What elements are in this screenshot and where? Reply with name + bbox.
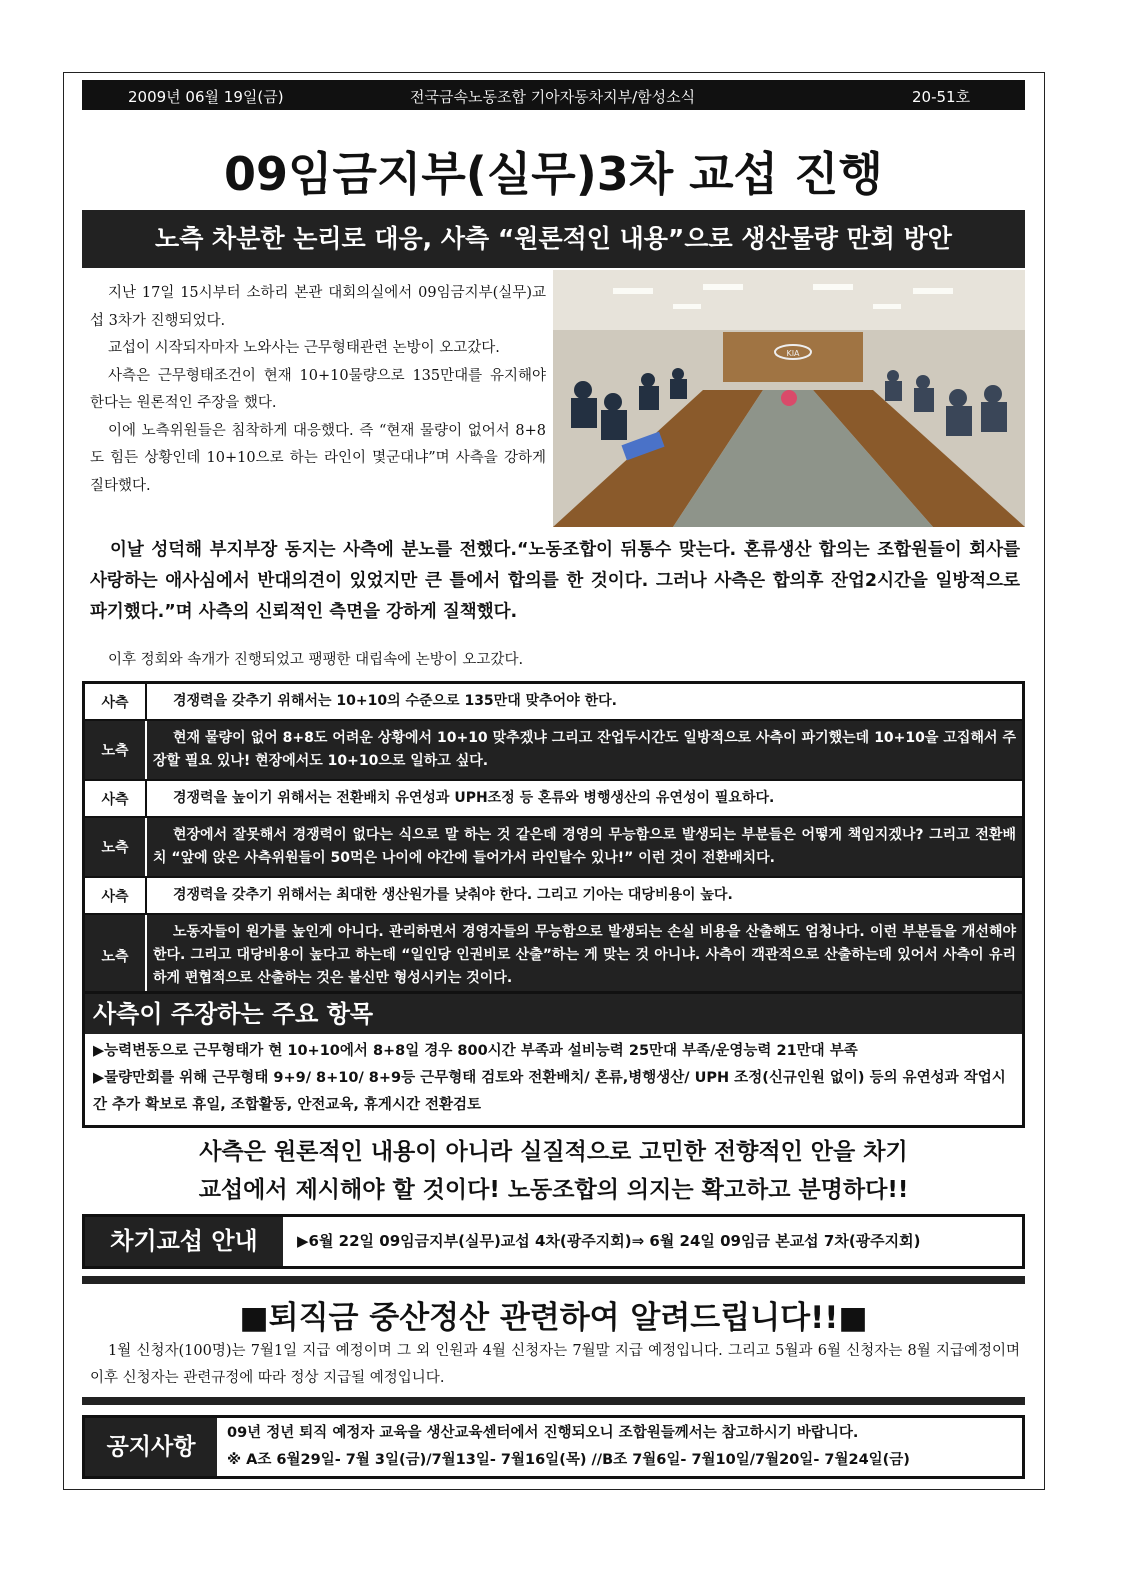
debate-side: 노측 <box>85 915 147 996</box>
masthead <box>82 80 1025 110</box>
claim-item: ▶능력변동으로 근무형태가 현 10+10에서 8+8일 경우 800시간 부족과 설비능력 25만대 부족/운영능력 21만대 부족 <box>93 1043 858 1059</box>
debate-row <box>85 878 1022 915</box>
claims-title: 사측이 주장하는 주요 항목 <box>85 994 1022 1034</box>
kia-sign: KIA <box>786 349 800 358</box>
company-claims-box <box>82 991 1025 1128</box>
debate-text: 경쟁력을 갖추기 위해서는 최대한 생산원가를 낮춰야 한다. 그리고 기아는 대당비용이 높다. <box>173 887 733 903</box>
headline: 09임금지부(실무)3차 교섭 진행 <box>224 147 883 201</box>
divider <box>82 1397 1025 1405</box>
debate-side: 사측 <box>85 878 147 913</box>
notice-line: 09년 정년 퇴직 예정자 교육을 생산교육센터에서 진행되오니 조합원들께서는 참고하시기 바랍니다. <box>227 1425 859 1441</box>
claims-list <box>85 1034 1022 1123</box>
debate-row <box>85 781 1022 818</box>
publisher: 전국금속노동조합 기아자동차지부/함성소식 <box>410 88 696 106</box>
appeal-line: 사측은 원론적인 내용이 아니라 실질적으로 고민한 전향적인 안을 차기 <box>199 1139 908 1165</box>
statement-text: 이날 성덕해 부지부장 동지는 사측에 분노를 전했다.“노동조합이 뒤통수 맞는다. 혼류생산 합의는 조합원들이 회사를 사랑하는 애사심에서 반대의견이 있었지만 큰 틀에서 합의를 한 것이다. 그러나 사측은 합의후 잔업2시간을 일방적으로 파기했다.”며 사측의 신뢰적인 측면을 강하게 질책했다. <box>90 540 1020 622</box>
issue-number: 20-51호 <box>912 88 971 106</box>
notice-line: ※ A조 6월29일- 7월 3일(금)/7월13일- 7월16일(목) //B조 7월6일- 7월10일/7월20일- 7월24일(금) <box>227 1452 910 1468</box>
vice-chair-statement <box>90 535 1020 628</box>
debate-side: 사측 <box>85 781 147 816</box>
next-meeting-schedule: ▶6월 22일 09임금지부(실무)교섭 4차(광주지회)⇒ 6월 24일 09임금 본교섭 7차(광주지회) <box>297 1232 921 1250</box>
recess-note: 이후 정회와 속개가 진행되었고 팽팽한 대립속에 논방이 오고갔다. <box>108 652 524 668</box>
retirement-body: 1월 신청자(100명)는 7월1일 지급 예정이며 그 외 인원과 4월 신청자는 7월말 지급 예정입니다. 그리고 5월과 6월 신청자는 8월 지급예정이며 이후 신청자는 관련규정에 따라 정상 지급될 예정입니다. <box>90 1343 1020 1386</box>
debate-side: 사측 <box>85 684 147 719</box>
debate-text: 현재 물량이 없어 8+8도 어려운 상황에서 10+10 맞추겠냐 그리고 잔업두시간도 일방적으로 사측이 파기했는데 10+10을 고집해서 주장할 필요 있나! 현장에서도 10+10으로 일하고 싶다. <box>153 730 1016 769</box>
issue-date: 2009년 06월 19일(금) <box>128 88 284 106</box>
notice-label: 공지사항 <box>85 1418 217 1476</box>
meeting-photo <box>553 270 1025 527</box>
subheadline: 노측 차분한 논리로 대응, 사측 “원론적인 내용”으로 생산물량 만회 방안 <box>82 210 1025 268</box>
intro-paragraph: 교섭이 시작되자마자 노와사는 근무형태관련 논방이 오고갔다. <box>108 340 500 356</box>
intro-paragraph: 사측은 근무형태조건이 현재 10+10물량으로 135만대를 유지해야 한다는 원론적인 주장을 했다. <box>90 367 546 411</box>
debate-text: 경쟁력을 높이기 위해서는 전환배치 유연성과 UPH조정 등 혼류와 병행생산의 유연성이 필요하다. <box>173 790 775 806</box>
appeal-line: 교섭에서 제시해야 할 것이다! 노동조합의 의지는 확고하고 분명하다!! <box>198 1177 909 1203</box>
divider <box>82 1276 1025 1284</box>
intro-article <box>90 280 546 500</box>
debate-side: 노측 <box>85 721 147 779</box>
notice-content <box>217 1418 1022 1476</box>
retirement-title: ■퇴직금 중산정산 관련하여 알려드립니다!!■ <box>239 1300 868 1336</box>
debate-row <box>85 721 1022 781</box>
intro-paragraph: 이에 노측위원들은 침착하게 대응했다. 즉 “현재 물량이 없어서 8+8도 힘든 상황인데 10+10으로 하는 라인이 몇군대냐”며 사측을 강하게 질타했다. <box>90 422 546 494</box>
debate-row <box>85 818 1022 878</box>
debate-row <box>85 915 1022 996</box>
meeting-room-illustration <box>553 270 1025 527</box>
next-meeting-label: 차기교섭 안내 <box>85 1217 283 1266</box>
intro-paragraph: 지난 17일 15시부터 소하리 본관 대회의실에서 09임금지부(실무)교섭 3차가 진행되었다. <box>90 285 546 329</box>
debate-text: 노동자들이 원가를 높인게 아니다. 관리하면서 경영자들의 무능함으로 발생되는 손실 비용을 산출해도 엄청나다. 이런 부분들을 개선해야 한다. 그리고 대당비용이 높다고 하는데 “일인당 인권비로 산출”하는 게 맞는 것 아니냐. 사측이 객관적으로 산출하는데 있어서 사측이 유리하게 편협적으로 산출하는 것은 불신만 형성시키는 것이다. <box>153 924 1016 986</box>
union-appeal <box>82 1133 1025 1209</box>
debate-row <box>85 684 1022 721</box>
debate-table <box>82 681 1025 999</box>
debate-text: 현장에서 잘못해서 경쟁력이 없다는 식으로 말 하는 것 같은데 경영의 무능함으로 발생되는 부분들은 어떻게 책임지겠나? 그리고 전환배치 “앞에 앉은 사측위원들이 50먹은 나이에 야간에 들어가서 라인탈수 있나!” 이런 것이 전환배치다. <box>153 827 1016 866</box>
notice-box <box>82 1415 1025 1479</box>
claim-item: ▶물량만회를 위해 근무형태 9+9/ 8+10/ 8+9등 근무형태 검토와 전환배치/ 혼류,병행생산/ UPH 조정(신규인원 없이) 등의 유연성과 작업시간 추가 확보로 휴일, 조합활동, 안전교육, 휴게시간 전환검토 <box>93 1070 1006 1113</box>
debate-text: 경쟁력을 갖추기 위해서는 10+10의 수준으로 135만대 맞추어야 한다. <box>173 693 617 709</box>
debate-side: 노측 <box>85 818 147 876</box>
next-meeting-box <box>82 1214 1025 1269</box>
